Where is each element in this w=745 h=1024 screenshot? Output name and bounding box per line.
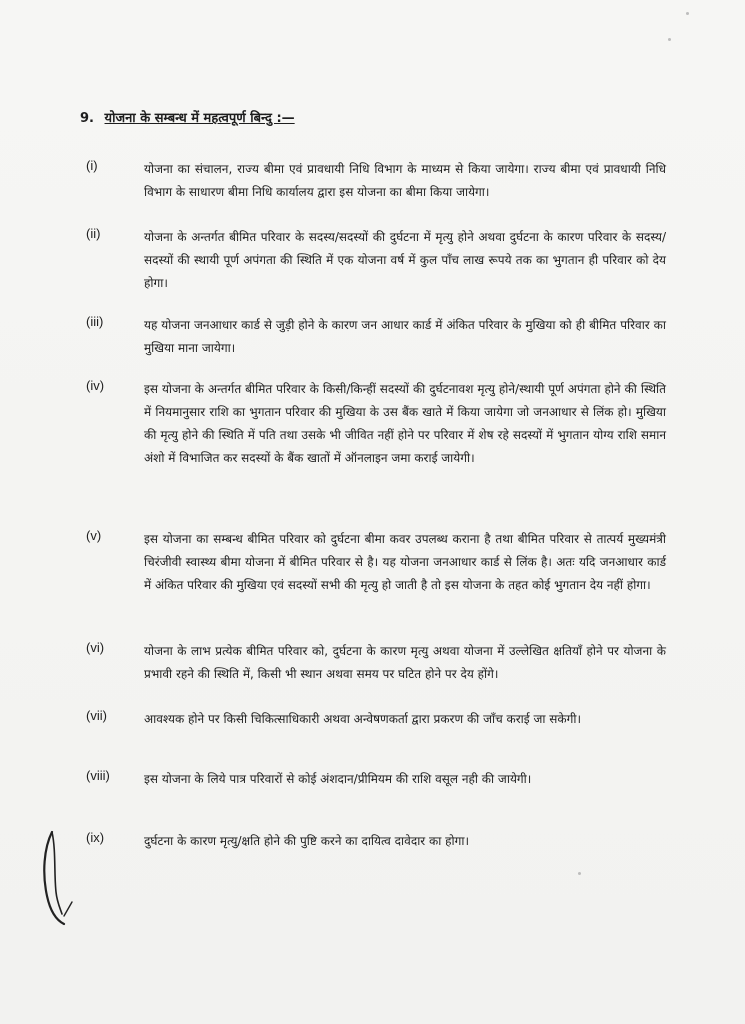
item-label: (viii) bbox=[86, 768, 110, 783]
section-heading bbox=[80, 108, 295, 126]
scan-speck bbox=[578, 872, 581, 875]
item-text: इस योजना का सम्बन्ध बीमित परिवार को दुर्घटना बीमा कवर उपलब्ध कराना है तथा बीमित परिवार से तात्पर्य मुख्यमंत्री चिरंजीवी स्वास्थ्य बीमा योजना में बीमित परिवार से है। यह योजना जनआधार कार्ड से लिंक है। अतः यदि जनआधार कार्ड में अंकित परिवार की मुखिया एवं सदस्यों सभी की मृत्यु हो जाती है तो इस योजना के तहत कोई भुगतान देय नहीं होगा। bbox=[144, 532, 666, 592]
item-label: (i) bbox=[86, 158, 98, 173]
item-text: इस योजना के लिये पात्र परिवारों से कोई अंशदान/प्रीमियम की राशि वसूल नही की जायेगी। bbox=[144, 772, 532, 786]
handwritten-mark bbox=[38, 828, 78, 928]
item-label: (iii) bbox=[86, 314, 104, 329]
item-label: (iv) bbox=[86, 378, 105, 393]
item-text: योजना के अन्तर्गत बीमित परिवार के सदस्य/सदस्यों की दुर्घटना में मृत्यु होने अथवा दुर्घटना के कारण परिवार के सदस्य/सदस्यों की स्थायी पूर्ण अपंगता की स्थिति में एक योजना वर्ष में कुल पाँच लाख रूपये तक का भुगतान ही परिवार को देय होगा। bbox=[144, 230, 666, 290]
scan-speck bbox=[668, 38, 671, 41]
item-text: इस योजना के अन्तर्गत बीमित परिवार के किसी/किन्हीं सदस्यों की दुर्घटनावश मृत्यु होने/स्थायी पूर्ण अपंगता होने की स्थिति में नियमानुसार राशि का भुगतान परिवार की मुखिया के उस बैंक खाते में किया जायेगा जो जनआधार से लिंक हो। मुखिया की मृत्यु होने की स्थिति में पति तथा उसके भी जीवित नहीं होने पर परिवार में शेष रहे सदस्यों में भुगतान योग्य राशि समान अंशो में विभाजित कर सदस्यों के बैंक खातों में ऑनलाइन जमा कराई जायेगी। bbox=[144, 382, 666, 465]
item-text: यह योजना जनआधार कार्ड से जुड़ी होने के कारण जन आधार कार्ड में अंकित परिवार के मुखिया को ही बीमित परिवार का मुखिया माना जायेगा। bbox=[144, 318, 666, 355]
item-text: दुर्घटना के कारण मृत्यु/क्षति होने की पुष्टि करने का दायित्व दावेदार का होगा। bbox=[144, 834, 470, 848]
section-title: योजना के सम्बन्ध में महत्वपूर्ण बिन्दु :— bbox=[104, 111, 295, 126]
item-text: योजना के लाभ प्रत्येक बीमित परिवार को, दुर्घटना के कारण मृत्यु अथवा योजना में उल्लेखित क्षतियाँ होने पर योजना के प्रभावी रहने की स्थिति में, किसी भी स्थान अथवा समय पर घटित होने पर देय होंगे। bbox=[144, 644, 666, 681]
item-label: (ix) bbox=[86, 830, 105, 845]
item-label: (v) bbox=[86, 528, 102, 543]
section-number: 9. bbox=[80, 111, 94, 126]
item-label: (ii) bbox=[86, 226, 101, 241]
item-text: योजना का संचालन, राज्य बीमा एवं प्रावधायी निधि विभाग के माध्यम से किया जायेगा। राज्य बीमा एवं प्रावधायी निधि विभाग के साधारण बीमा निधि कार्यालय द्वारा इस योजना का बीमा किया जायेगा। bbox=[144, 162, 666, 199]
item-label: (vi) bbox=[86, 640, 105, 655]
item-label: (vii) bbox=[86, 708, 107, 723]
item-text: आवश्यक होने पर किसी चिकित्साधिकारी अथवा अन्वेषणकर्ता द्वारा प्रकरण की जाँच कराई जा सकेगी। bbox=[144, 712, 582, 726]
scan-speck bbox=[686, 12, 689, 15]
